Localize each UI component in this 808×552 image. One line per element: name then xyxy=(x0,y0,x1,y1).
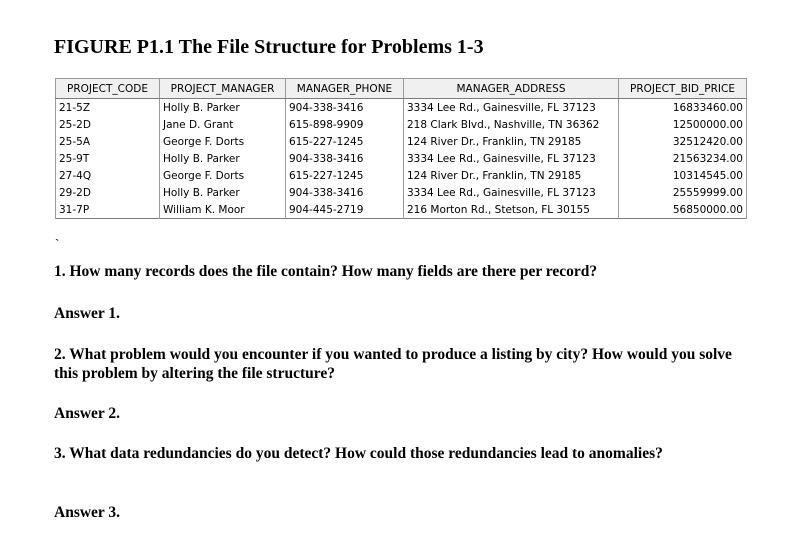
column-header-manager-address: MANAGER_ADDRESS xyxy=(404,79,619,99)
project-data-table xyxy=(55,78,747,219)
cell-manager-address: 218 Clark Blvd., Nashville, TN 36362 xyxy=(404,116,619,133)
cell-project-bid-price: 16833460.00 xyxy=(619,99,747,117)
cell-project-code: 31-7P xyxy=(56,201,160,219)
cell-manager-phone: 904-338-3416 xyxy=(286,99,404,117)
table-row xyxy=(56,184,747,201)
cell-manager-phone: 904-338-3416 xyxy=(286,150,404,167)
table-row xyxy=(56,167,747,184)
table-header-row xyxy=(56,79,747,99)
column-header-project-bid-price: PROJECT_BID_PRICE xyxy=(619,79,747,99)
cell-project-bid-price: 12500000.00 xyxy=(619,116,747,133)
figure-title: FIGURE P1.1 The File Structure for Problems 1-3 xyxy=(54,36,484,58)
table-row xyxy=(56,133,747,150)
cell-project-code: 29-2D xyxy=(56,184,160,201)
cell-project-code: 25-9T xyxy=(56,150,160,167)
cell-manager-phone: 615-227-1245 xyxy=(286,133,404,150)
cell-project-manager: George F. Dorts xyxy=(160,133,286,150)
cell-manager-address: 216 Morton Rd., Stetson, FL 30155 xyxy=(404,201,619,219)
cell-project-manager: Holly B. Parker xyxy=(160,150,286,167)
cell-project-bid-price: 10314545.00 xyxy=(619,167,747,184)
cell-manager-phone: 904-338-3416 xyxy=(286,184,404,201)
cell-manager-address: 3334 Lee Rd., Gainesville, FL 37123 xyxy=(404,184,619,201)
cell-project-bid-price: 25559999.00 xyxy=(619,184,747,201)
stray-mark: ` xyxy=(55,236,60,251)
cell-manager-phone: 615-898-9909 xyxy=(286,116,404,133)
cell-project-code: 27-4Q xyxy=(56,167,160,184)
table-row xyxy=(56,201,747,219)
cell-project-bid-price: 32512420.00 xyxy=(619,133,747,150)
answer-1-label: Answer 1. xyxy=(54,305,121,322)
cell-project-code: 25-2D xyxy=(56,116,160,133)
question-1: 1. How many records does the file contain? How many fields are there per record? xyxy=(54,263,598,280)
cell-project-bid-price: 56850000.00 xyxy=(619,201,747,219)
table-row xyxy=(56,150,747,167)
cell-manager-address: 124 River Dr., Franklin, TN 29185 xyxy=(404,167,619,184)
cell-manager-address: 3334 Lee Rd., Gainesville, FL 37123 xyxy=(404,99,619,117)
cell-manager-address: 3334 Lee Rd., Gainesville, FL 37123 xyxy=(404,150,619,167)
column-header-project-manager: PROJECT_MANAGER xyxy=(160,79,286,99)
cell-project-code: 25-5A xyxy=(56,133,160,150)
question-3: 3. What data redundancies do you detect? How could those redundancies lead to anomalies? xyxy=(54,445,663,462)
cell-project-manager: Jane D. Grant xyxy=(160,116,286,133)
cell-manager-phone: 904-445-2719 xyxy=(286,201,404,219)
cell-project-manager: Holly B. Parker xyxy=(160,184,286,201)
cell-project-manager: George F. Dorts xyxy=(160,167,286,184)
cell-manager-phone: 615-227-1245 xyxy=(286,167,404,184)
cell-project-manager: Holly B. Parker xyxy=(160,99,286,117)
column-header-manager-phone: MANAGER_PHONE xyxy=(286,79,404,99)
column-header-project-code: PROJECT_CODE xyxy=(56,79,160,99)
answer-3-label: Answer 3. xyxy=(54,504,121,521)
answer-2-label: Answer 2. xyxy=(54,405,121,422)
table-row xyxy=(56,99,747,117)
cell-project-manager: William K. Moor xyxy=(160,201,286,219)
question-2: 2. What problem would you encounter if you wanted to produce a listing by city? How would you solve this problem by altering the file structure? xyxy=(54,346,732,382)
cell-project-code: 21-5Z xyxy=(56,99,160,117)
cell-project-bid-price: 21563234.00 xyxy=(619,150,747,167)
table-row xyxy=(56,116,747,133)
cell-manager-address: 124 River Dr., Franklin, TN 29185 xyxy=(404,133,619,150)
